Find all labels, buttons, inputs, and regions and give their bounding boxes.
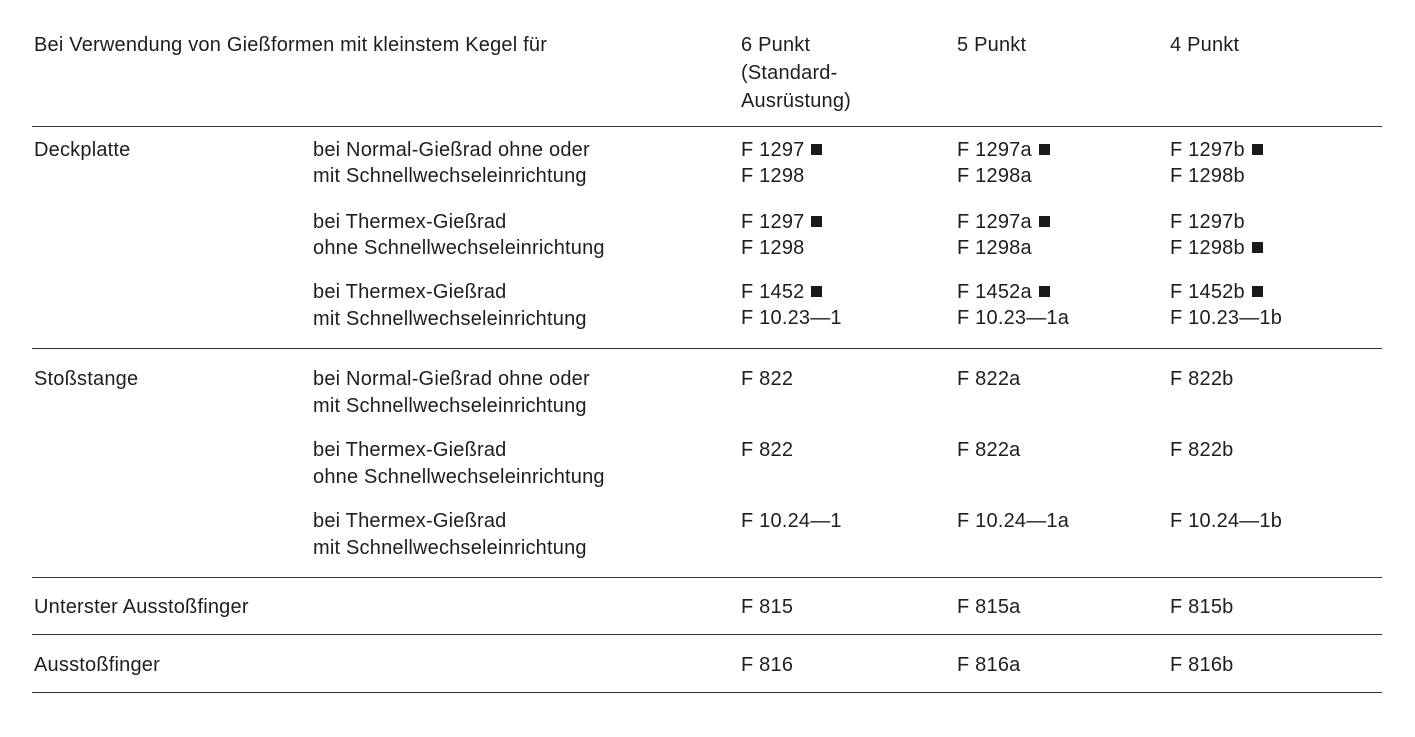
part-number: F 1297 bbox=[741, 211, 805, 233]
row-6-variant-line1: bei Thermex-Gießrad bbox=[313, 510, 507, 532]
part-number: F 1297a bbox=[957, 211, 1032, 233]
row-8-code-5pt: F 816a bbox=[957, 654, 1021, 676]
part-number: F 1297a bbox=[957, 139, 1032, 161]
part-number: F 1298 bbox=[741, 237, 805, 259]
part-number: F 1297 bbox=[741, 139, 805, 161]
black-square-icon bbox=[1252, 286, 1263, 297]
part-number: F 1298b bbox=[1170, 165, 1245, 187]
row-6-variant-line2: mit Schnellwechseleinrichtung bbox=[313, 537, 587, 559]
group-divider bbox=[32, 348, 1382, 349]
row-2-code-5pt bbox=[957, 209, 1050, 261]
part-name-unterster-ausstossfinger: Unterster Ausstoßfinger bbox=[34, 596, 249, 618]
row-7-code-6pt: F 815 bbox=[741, 596, 794, 618]
black-square-icon bbox=[811, 216, 822, 227]
col-6-punkt-heading-line1: 6 Punkt bbox=[741, 34, 811, 56]
row-5-code-4pt: F 822b bbox=[1170, 439, 1234, 461]
row-8-code-6pt: F 816 bbox=[741, 654, 794, 676]
col-6-punkt-heading-line2: (Standard- bbox=[741, 62, 838, 84]
black-square-icon bbox=[1252, 242, 1263, 253]
part-number: F 1298a bbox=[957, 237, 1032, 259]
row-5-variant-line1: bei Thermex-Gießrad bbox=[313, 439, 507, 461]
row-2-code-4pt bbox=[1170, 209, 1263, 261]
row-6-code-5pt: F 10.24—1a bbox=[957, 510, 1070, 532]
part-number: F 1298 bbox=[741, 165, 805, 187]
row-3-code-5pt bbox=[957, 279, 1069, 331]
row-3-code-4pt bbox=[1170, 279, 1282, 331]
row-3-code-6pt bbox=[741, 279, 842, 331]
row-4-variant-line1: bei Normal-Gießrad ohne oder bbox=[313, 368, 590, 390]
row-4-code-5pt: F 822a bbox=[957, 368, 1021, 390]
part-number: F 10.23—1a bbox=[957, 307, 1070, 329]
row-4-code-4pt: F 822b bbox=[1170, 368, 1234, 390]
row-1-code-5pt bbox=[957, 137, 1050, 189]
row-7-code-5pt: F 815a bbox=[957, 596, 1021, 618]
row-1-code-6pt bbox=[741, 137, 822, 189]
part-number: F 10.23—1b bbox=[1170, 307, 1283, 329]
row-3-variant-line2: mit Schnellwechseleinrichtung bbox=[313, 308, 587, 330]
group-divider bbox=[32, 577, 1382, 578]
part-number: F 1452a bbox=[957, 281, 1032, 303]
row-4-code-6pt: F 822 bbox=[741, 368, 794, 390]
part-number: F 1452 bbox=[741, 281, 805, 303]
col-6-punkt-heading-line3: Ausrüstung) bbox=[741, 90, 852, 112]
part-number: F 1297b bbox=[1170, 139, 1245, 161]
black-square-icon bbox=[1252, 144, 1263, 155]
col-4-punkt-heading: 4 Punkt bbox=[1170, 34, 1240, 56]
col-5-punkt-heading: 5 Punkt bbox=[957, 34, 1027, 56]
row-6-code-4pt: F 10.24—1b bbox=[1170, 510, 1283, 532]
black-square-icon bbox=[1039, 216, 1050, 227]
table-bottom-rule bbox=[32, 692, 1382, 693]
row-5-code-6pt: F 822 bbox=[741, 439, 794, 461]
row-1-variant-line1: bei Normal-Gießrad ohne oder bbox=[313, 139, 590, 161]
black-square-icon bbox=[1039, 144, 1050, 155]
part-number: F 1452b bbox=[1170, 281, 1245, 303]
black-square-icon bbox=[811, 144, 822, 155]
row-6-code-6pt: F 10.24—1 bbox=[741, 510, 842, 532]
row-5-code-5pt: F 822a bbox=[957, 439, 1021, 461]
group-divider bbox=[32, 634, 1382, 635]
row-2-variant-line2: ohne Schnellwechseleinrichtung bbox=[313, 237, 605, 259]
part-number: F 1298b bbox=[1170, 235, 1263, 261]
part-number: F 1297b bbox=[1170, 211, 1245, 233]
row-4-variant-line2: mit Schnellwechseleinrichtung bbox=[313, 395, 587, 417]
header-divider bbox=[32, 126, 1382, 127]
part-name-deckplatte: Deckplatte bbox=[34, 139, 131, 161]
row-8-code-4pt: F 816b bbox=[1170, 654, 1234, 676]
black-square-icon bbox=[811, 286, 822, 297]
part-number: F 1298a bbox=[957, 165, 1032, 187]
black-square-icon bbox=[1039, 286, 1050, 297]
row-7-code-4pt: F 815b bbox=[1170, 596, 1234, 618]
table-intro-heading: Bei Verwendung von Gießformen mit kleinstem Kegel für bbox=[34, 34, 548, 56]
row-3-variant-line1: bei Thermex-Gießrad bbox=[313, 281, 507, 303]
row-2-code-6pt bbox=[741, 209, 822, 261]
part-number: F 10.23—1 bbox=[741, 307, 842, 329]
row-1-code-4pt bbox=[1170, 137, 1263, 189]
row-5-variant-line2: ohne Schnellwechseleinrichtung bbox=[313, 466, 605, 488]
row-2-variant-line1: bei Thermex-Gießrad bbox=[313, 211, 507, 233]
part-name-ausstossfinger: Ausstoßfinger bbox=[34, 654, 160, 676]
row-1-variant-line2: mit Schnellwechseleinrichtung bbox=[313, 165, 587, 187]
part-name-stossstange: Stoßstange bbox=[34, 368, 139, 390]
